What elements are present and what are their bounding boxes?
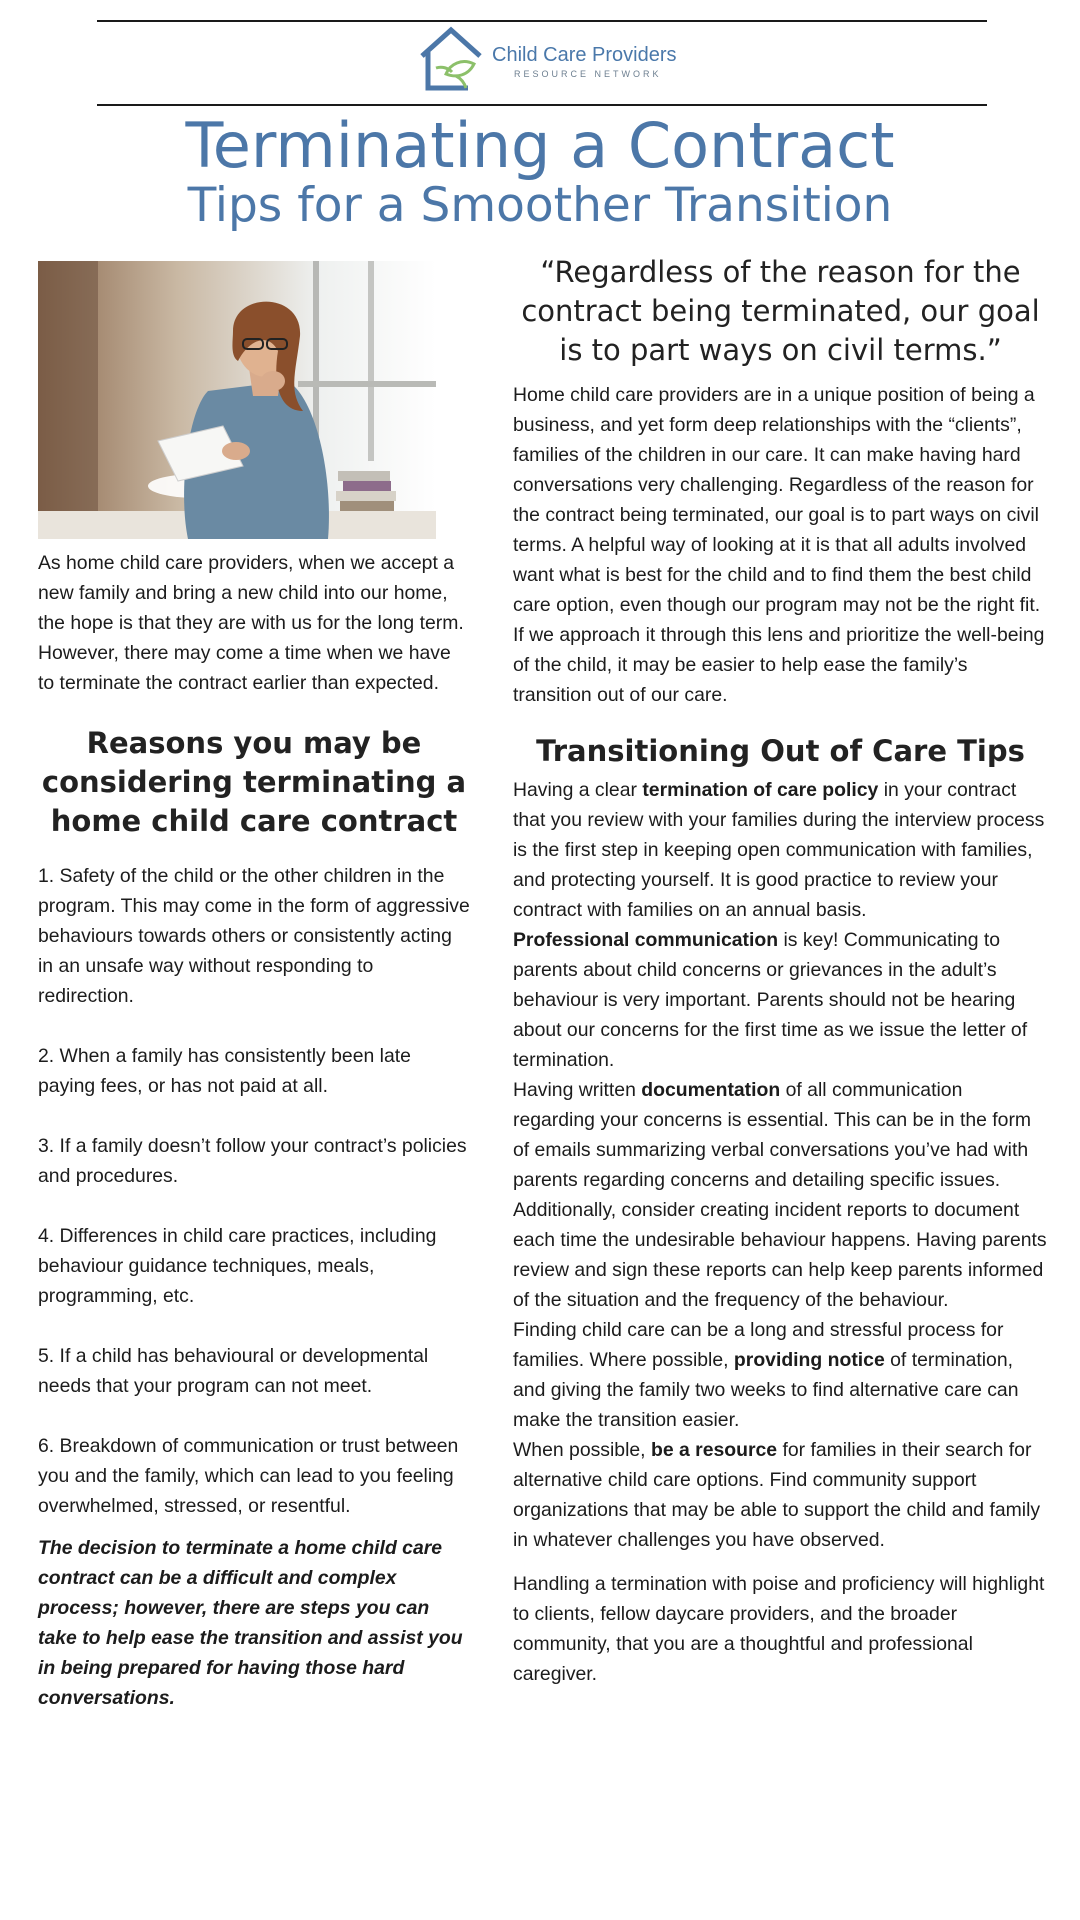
left-column <box>38 548 470 1713</box>
intro-paragraph: Home child care providers are in a unique position of being a business, and yet form deep relationships with the “clients”, families of the children in our care. It can make having hard conversations very challenging. Regardless of the reason for the contract being terminated, our goal is to part ways on civil terms. A helpful way of looking at it is that all adults involved want what is best for the child and to find them the best child care option, even though our program may not be the right fit. If we approach it through this lens and prioritize the well-being of the child, it may be easier to help ease the family’s transition out of our care. <box>513 384 1045 706</box>
reason-item: 5. If a child has behavioural or developmental needs that your program can not meet. <box>38 1345 429 1397</box>
pull-quote: “Regardless of the reason for the contract being terminated, our goal is to part ways on civil terms.” <box>521 255 1040 367</box>
reason-item: 3. If a family doesn’t follow your contract’s policies and procedures. <box>38 1135 467 1187</box>
conclusion-paragraph: Handling a termination with poise and proficiency will highlight to clients, fellow daycare providers, and the broader community, that you are a thoughtful and professional caregiver. <box>513 1573 1045 1685</box>
bottom-rule <box>97 104 987 106</box>
tip-paragraph: Having a clear termination of care policy in your contract that you review with your families during the interview process is the first step in keeping open communication with families, and protecting yourself. It is good practice to review your contract with families on an annual basis. <box>513 779 1045 921</box>
reason-item: 4. Differences in child care practices, including behaviour guidance techniques, meals, programming, etc. <box>38 1225 437 1307</box>
page-subtitle: Tips for a Smoother Transition <box>187 178 893 233</box>
tip-paragraph: When possible, be a resource for families in their search for alternative child care options. Find community support organizations that may be able to support the child and family in whatever challenges you have observed. <box>513 1439 1041 1551</box>
tip-keyword: providing notice <box>733 1349 885 1371</box>
intro-paragraph: As home child care providers, when we accept a new family and bring a new child into our home, the hope is that they are with us for the long term. However, there may come a time when we have to terminate the contract earlier than expected. <box>38 552 464 694</box>
reason-item: 2. When a family has consistently been late paying fees, or has not paid at all. <box>38 1045 411 1097</box>
top-rule <box>97 20 987 22</box>
woman-reading-document-photo <box>38 261 436 539</box>
tips-heading: Transitioning Out of Care Tips <box>536 734 1025 768</box>
logo-tagline: RESOURCE NETWORK <box>514 69 662 79</box>
tip-paragraph: Finding child care can be a long and stressful process for families. Where possible, providing notice of termination, and giving the family two weeks to find alternative care can make the transition easier. <box>513 1319 1019 1431</box>
reasons-heading: Reasons you may be considering terminating a home child care contract <box>41 726 467 838</box>
tip-keyword: documentation <box>641 1079 781 1101</box>
page-title: Terminating a Contract <box>185 109 895 182</box>
closing-statement: The decision to terminate a home child care contract can be a difficult and complex process; however, there are steps you can take to help ease the transition and assist you in being prepared for having those hard conversations. <box>38 1537 463 1709</box>
house-leaf-icon <box>416 26 486 92</box>
reason-item: 1. Safety of the child or the other children in the program. This may come in the form of aggressive behaviours towards others or consistently acting in an unsafe way without responding to redirection. <box>38 865 470 1007</box>
logo-name: Child Care Providers <box>492 44 677 66</box>
tip-paragraph: Professional communication is key! Communicating to parents about child concerns or grievances in the adult’s behaviour is very important. Parents should not be hearing about our concerns for the first time as we issue the letter of termination. <box>513 929 1028 1071</box>
logo <box>416 26 686 92</box>
tip-keyword: be a resource <box>650 1439 778 1461</box>
right-column <box>513 253 1048 1689</box>
tip-paragraph: Having written documentation of all communication regarding your concerns is essential. This can be in the form of emails summarizing verbal conversations you’ve had with parents regarding concerns and detailing specific issues. Additionally, consider creating incident reports to document each time the undesirable behaviour happens. Having parents review and sign these reports can help keep parents informed of the situation and the frequency of the behaviour. <box>513 1079 1047 1311</box>
reason-item: 6. Breakdown of communication or trust between you and the family, which can lead to you feeling overwhelmed, stressed, or resentful. <box>38 1435 459 1517</box>
tip-keyword: Professional communication <box>513 929 779 951</box>
tip-keyword: termination of care policy <box>642 779 879 801</box>
